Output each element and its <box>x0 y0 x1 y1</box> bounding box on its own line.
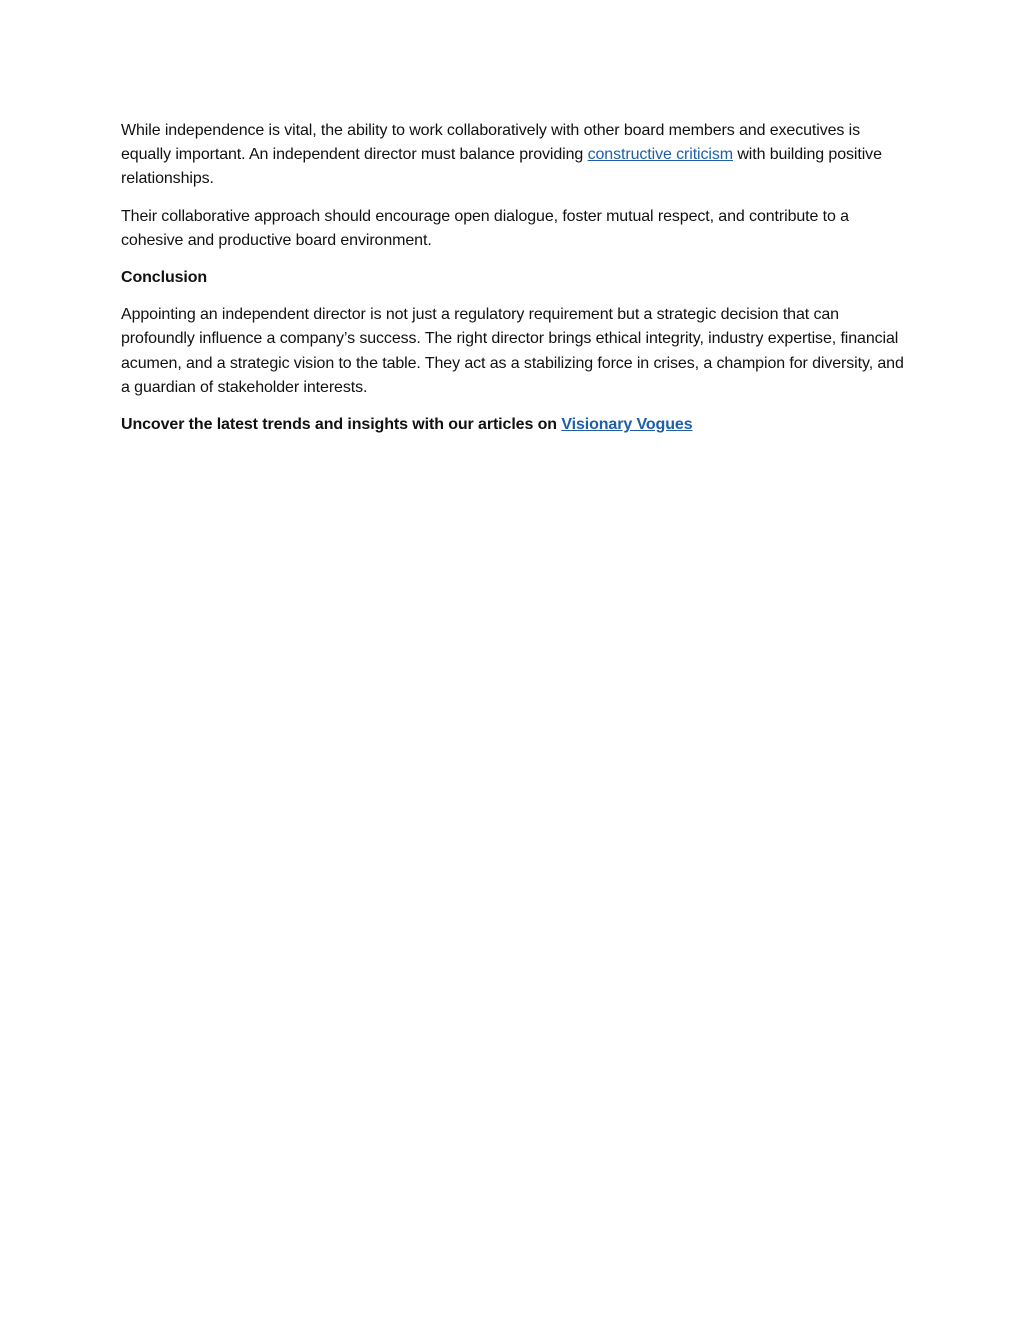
section-heading-conclusion: Conclusion <box>121 269 208 287</box>
paragraph-collaboration <box>121 119 911 192</box>
paragraph-text: with building positive relationships. <box>121 146 882 188</box>
paragraph-collaborative-approach: Their collaborative approach should encourage open dialogue, foster mutual respect, and contribute to a cohesive and productive board environment. <box>121 207 849 249</box>
document-page <box>121 119 911 437</box>
cta-text: Uncover the latest trends and insights with our articles on <box>121 416 562 434</box>
visionary-vogues-link[interactable]: Visionary Vogues <box>561 416 693 434</box>
constructive-criticism-link[interactable]: constructive criticism <box>587 146 733 164</box>
paragraph-text: While independence is vital, the ability to work collaboratively with other board members and executives is equally important. An independent director must balance providing <box>121 122 861 164</box>
call-to-action <box>121 413 911 437</box>
paragraph-conclusion: Appointing an independent director is not just a regulatory requirement but a strategic decision that can profoundly influence a company’s success. The right director brings ethical integrity, industry expertise, financial acumen, and a strategic vision to the table. They act as a stabilizing force in crises, a champion for diversity, and a guardian of stakeholder interests. <box>121 306 904 396</box>
